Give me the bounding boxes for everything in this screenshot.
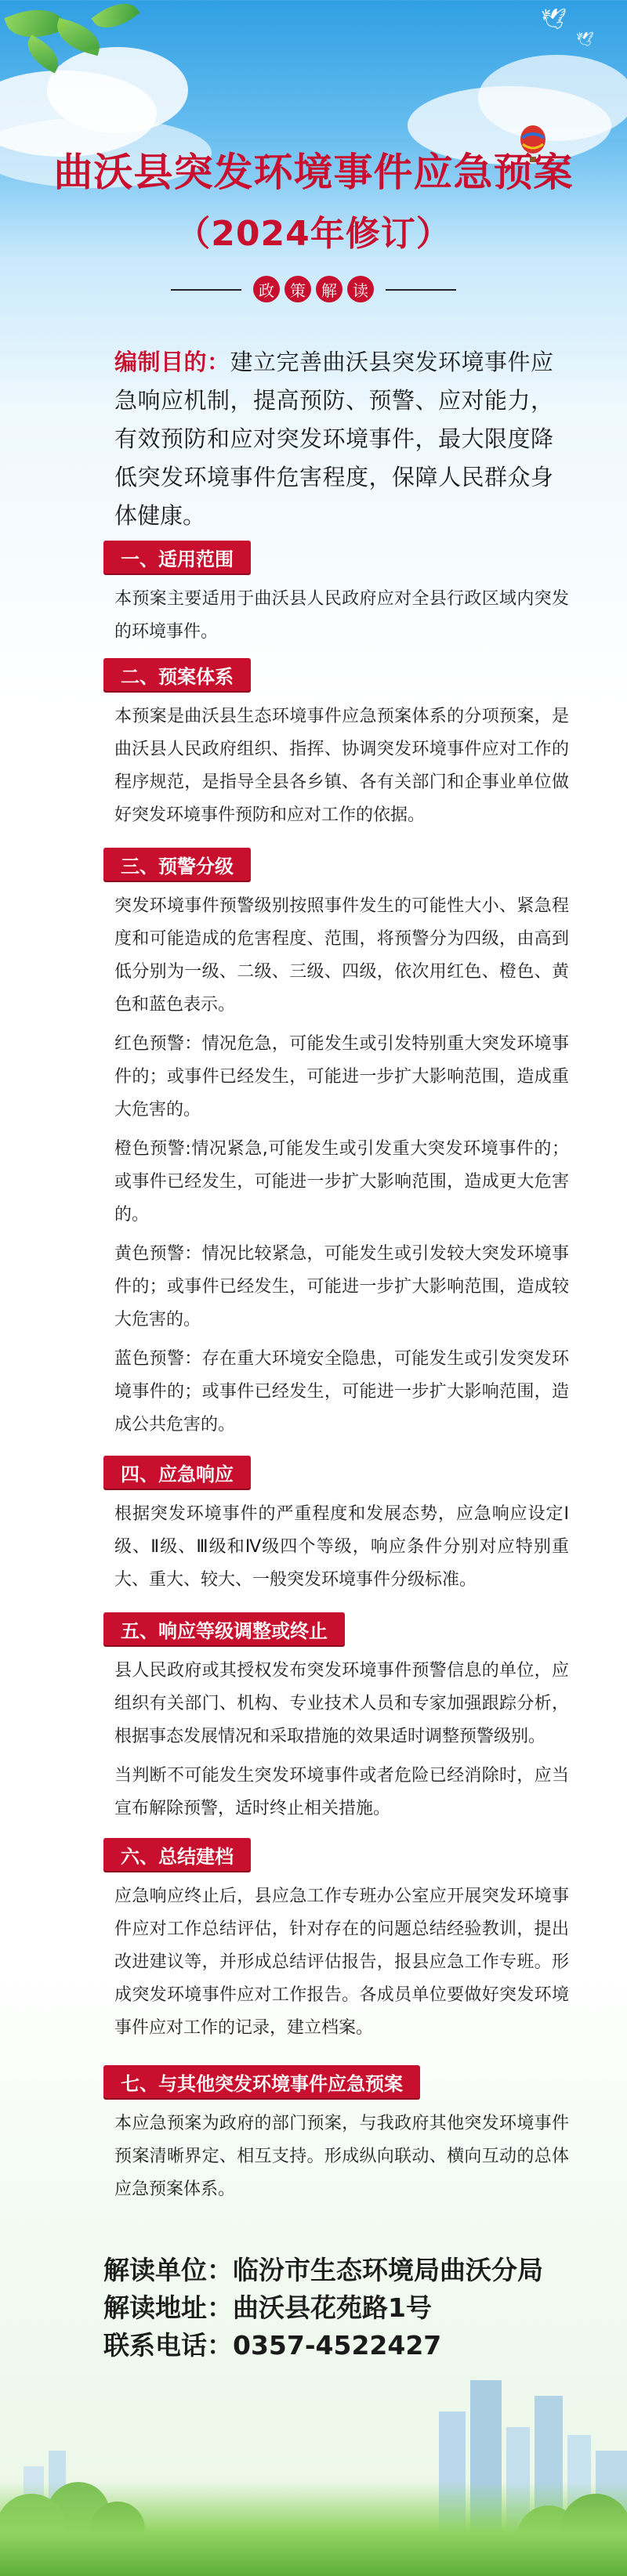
contact-unit-value: 临汾市生态环境局曲沃分局 (233, 2255, 543, 2285)
contact-address-label: 解读地址： (103, 2292, 233, 2323)
section-paragraph: 本应急预案为政府的部门预案，与我政府其他突发环境事件预案清晰界定、相互支持。形成纵向联动、横向互动的总体应急预案体系。 (114, 2114, 569, 2199)
section-heading-emergency-response: 四、应急响应 (103, 1456, 251, 1489)
grass-illustration (0, 2482, 627, 2576)
section-heading-scope: 一、适用范围 (103, 541, 251, 573)
section-paragraph: 县人民政府或其授权发布突发环境事件预警信息的单位，应组织有关部门、机构、专业技术人员和专家加强跟踪分析，根据事态发展情况和采取措施的效果适时调整预警级别。 (114, 1661, 569, 1746)
divider-char: 读 (347, 276, 374, 302)
section-paragraph: 本预案主要适用于曲沃县人民政府应对全县行政区域内突发的环境事件。 (114, 589, 569, 642)
section-paragraph: 本预案是曲沃县生态环境事件应急预案体系的分项预案，是曲沃县人民政府组织、指挥、协调突发环境事件应对工作的程序规范，是指导全县各乡镇、各有关部门和企事业单位做好突发环境事件预防和应对工作的依据。 (114, 707, 569, 825)
contact-address (103, 2291, 574, 2325)
bird-icon: 🕊 (576, 31, 594, 48)
section-paragraph: 当判断不可能发生突发环境事件或者危险已经消除时，应当宣布解除预警，适时终止相关措施。 (114, 1766, 569, 1818)
divider-char: 策 (285, 276, 311, 302)
orange-warning-paragraph: 橙色预警:情况紧急,可能发生或引发重大突发环境事件的；或事件已经发生，可能进一步扩大影响范围，造成更大危害的。 (114, 1139, 569, 1225)
purpose-text: 建立完善曲沃县突发环境事件应急响应机制，提高预防、预警、应对能力，有效预防和应对突发环境事件，最大限度降低突发环境事件危害程度，保障人民群众身体健康。 (114, 349, 553, 529)
policy-interpretation-divider (0, 276, 627, 304)
section-paragraph: 根据突发环境事件的严重程度和发展态势，应急响应设定Ⅰ级、Ⅱ级、Ⅲ级和Ⅳ级四个等级，响应条件分别对应特别重大、重大、较大、一般突发环境事件分级标准。 (114, 1504, 569, 1590)
divider-char: 解 (316, 276, 342, 302)
section-paragraph: 应急响应终止后，县应急工作专班办公室应开展突发环境事件应对工作总结评估，针对存在的问题总结经验教训，提出改进建议等，并形成总结评估报告，报县应急工作专班。形成突发环境事件应对工作报告。各成员单位要做好突发环境事件应对工作的记录，建立档案。 (114, 1887, 569, 2038)
purpose-paragraph (114, 343, 553, 535)
contact-unit (103, 2253, 574, 2288)
contact-unit-label: 解读单位： (103, 2255, 233, 2285)
divider-char: 政 (253, 276, 280, 302)
purpose-label: 编制目的： (114, 349, 230, 375)
section-heading-other-plans: 七、与其他突发环境事件应急预案 (103, 2065, 420, 2098)
contact-phone-value: 0357-4522427 (233, 2330, 442, 2361)
blue-warning-paragraph: 蓝色预警：存在重大环境安全隐患，可能发生或引发突发环境事件的；或事件已经发生，可能进一步扩大影响范围，造成公共危害的。 (114, 1349, 569, 1435)
divider-line-right (386, 289, 456, 291)
bird-icon: 🕊 (541, 8, 567, 31)
page-subtitle: （2024年修订） (176, 214, 451, 254)
section-heading-adjust-terminate: 五、响应等级调整或终止 (103, 1612, 345, 1645)
divider-line-left (171, 289, 241, 291)
yellow-warning-paragraph: 黄色预警：情况比较紧急，可能发生或引发较大突发环境事件的；或事件已经发生，可能进一步扩大影响范围，造成较大危害的。 (114, 1244, 569, 1330)
section-heading-system: 二、预案体系 (103, 658, 251, 691)
section-heading-summary-archive: 六、总结建档 (103, 1838, 251, 1871)
contact-phone-label: 联系电话： (103, 2330, 233, 2361)
contact-address-value: 曲沃县花苑路1号 (233, 2292, 432, 2323)
red-warning-paragraph: 红色预警：情况危急，可能发生或引发特别重大突发环境事件的；或事件已经发生，可能进一步扩大影响范围，造成重大危害的。 (114, 1034, 569, 1120)
section-paragraph: 突发环境事件预警级别按照事件发生的可能性大小、紧急程度和可能造成的危害程度、范围，将预警分为四级，由高到低分别为一级、二级、三级、四级，依次用红色、橙色、黄色和蓝色表示。 (114, 896, 569, 1015)
section-heading-warning-levels: 三、预警分级 (103, 848, 251, 881)
page-title: 曲沃县突发环境事件应急预案 (53, 150, 574, 195)
contact-phone (103, 2328, 574, 2363)
